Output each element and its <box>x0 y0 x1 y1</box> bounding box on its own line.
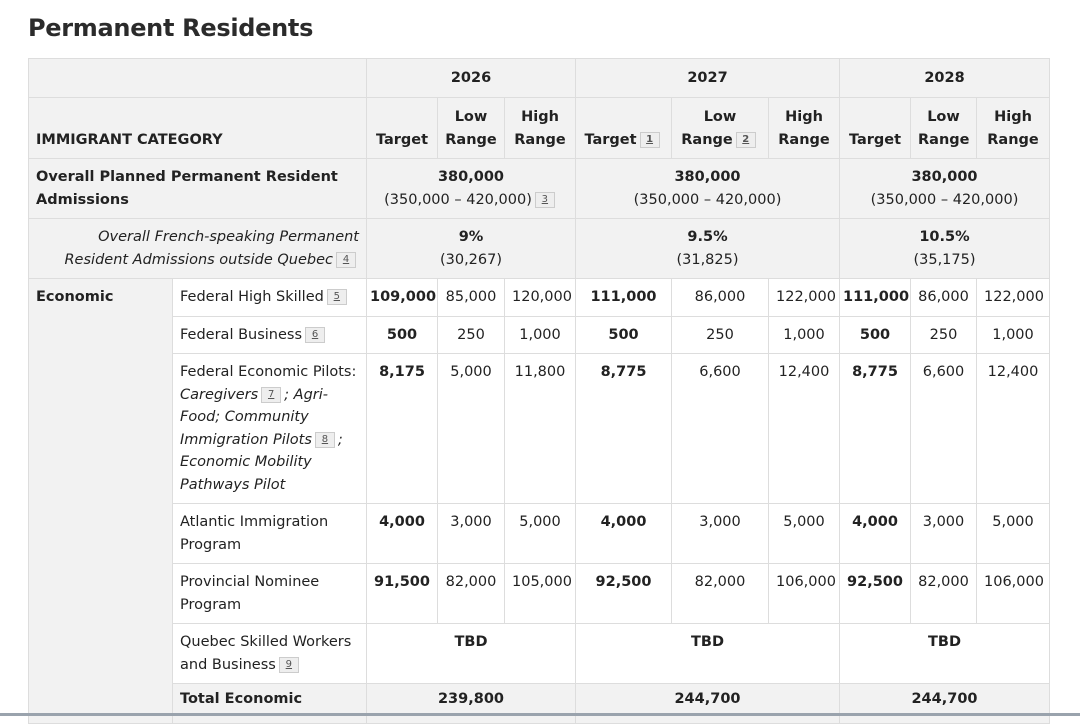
french-pct: 9.5% <box>687 229 728 245</box>
target-value: 8,775 <box>576 354 672 504</box>
french-label-text: Overall French-speaking Permanent Resident Admissions outside Quebec <box>64 229 359 268</box>
program-label <box>173 317 367 354</box>
pilot-names-text: Caregivers <box>180 386 259 403</box>
overall-2026 <box>367 159 576 219</box>
economic-table-row <box>29 279 1050 317</box>
total-economic-label: Total Economic <box>173 684 367 724</box>
french-2027 <box>576 219 840 279</box>
program-label <box>173 504 367 564</box>
high-range-value: 105,000 <box>505 564 576 624</box>
program-label <box>173 279 367 317</box>
program-name: Quebec Skilled Workers and Business <box>180 634 352 673</box>
program-label <box>173 354 367 504</box>
high-range-value: 11,800 <box>505 354 576 504</box>
year-2027-header: 2027 <box>576 59 840 98</box>
overall-range: (350,000 – 420,000) <box>384 191 532 208</box>
high-range-value: 122,000 <box>977 279 1050 317</box>
french-count: (31,825) <box>676 251 739 268</box>
overall-2027 <box>576 159 840 219</box>
overall-admissions-label: Overall Planned Permanent Resident Admissions <box>29 159 367 219</box>
program-name: Atlantic Immigration Program <box>180 514 329 553</box>
page-title: Permanent Residents <box>28 14 314 42</box>
pilot-names-text: ; Agri-Food; Community Immigration Pilots <box>180 386 328 448</box>
low-range-value: 250 <box>911 317 977 354</box>
target-value: 111,000 <box>840 279 911 317</box>
footnote-link[interactable]: 1 <box>640 132 660 148</box>
overall-range: (350,000 – 420,000) <box>870 191 1019 208</box>
total-economic-value: 244,700 <box>576 684 840 724</box>
blank-header <box>29 59 367 98</box>
target-value: 92,500 <box>840 564 911 624</box>
economic-table-row <box>29 564 1050 624</box>
footnote-link[interactable]: 6 <box>305 327 325 343</box>
low-range-value: 82,000 <box>438 564 505 624</box>
target-value: 500 <box>367 317 438 354</box>
economic-table-row <box>29 504 1050 564</box>
french-pct: 10.5% <box>919 229 970 245</box>
target-header: Target <box>840 98 911 159</box>
low-range-value: 82,000 <box>911 564 977 624</box>
high-range-header: High Range <box>505 98 576 159</box>
target-label: Target <box>584 131 637 148</box>
year-header-row <box>29 59 1050 98</box>
high-range-value: 1,000 <box>769 317 840 354</box>
target-header: Target <box>367 98 438 159</box>
year-2026-header: 2026 <box>367 59 576 98</box>
target-value: 4,000 <box>576 504 672 564</box>
high-range-value: 106,000 <box>769 564 840 624</box>
target-value: 4,000 <box>367 504 438 564</box>
tbd-cell: TBD <box>367 624 576 684</box>
target-value: 92,500 <box>576 564 672 624</box>
low-range-value: 85,000 <box>438 279 505 317</box>
low-range-value: 6,600 <box>672 354 769 504</box>
french-count: (35,175) <box>913 251 976 268</box>
high-range-value: 12,400 <box>769 354 840 504</box>
economic-table-row <box>29 317 1050 354</box>
program-name: Federal Economic Pilots: <box>180 364 357 380</box>
economic-section <box>29 279 1050 724</box>
low-range-value: 250 <box>438 317 505 354</box>
french-count: (30,267) <box>439 251 503 268</box>
low-range-value: 82,000 <box>672 564 769 624</box>
target-header <box>576 98 672 159</box>
overall-range: (350,000 – 420,000) <box>633 191 782 208</box>
high-range-value: 122,000 <box>769 279 840 317</box>
footnote-link[interactable]: 7 <box>261 387 281 403</box>
french-pct: 9% <box>458 229 484 245</box>
french-admissions-row <box>29 219 1050 279</box>
footnote-link[interactable]: 5 <box>327 289 347 305</box>
pilot-names-text: ; Economic Mobility Pathways Pilot <box>180 431 343 493</box>
low-range-value: 5,000 <box>438 354 505 504</box>
economic-category-label: Economic <box>29 279 173 724</box>
target-value: 91,500 <box>367 564 438 624</box>
total-economic-value: 239,800 <box>367 684 576 724</box>
high-range-value: 120,000 <box>505 279 576 317</box>
overall-target: 380,000 <box>437 169 505 185</box>
target-value: 500 <box>576 317 672 354</box>
low-range-label: Low Range <box>681 109 737 148</box>
french-2028 <box>840 219 1050 279</box>
overall-2028 <box>840 159 1050 219</box>
target-value: 8,775 <box>840 354 911 504</box>
program-label <box>173 564 367 624</box>
footnote-link[interactable]: 2 <box>736 132 756 148</box>
program-label <box>173 624 367 684</box>
footnote-link[interactable]: 3 <box>535 192 555 208</box>
economic-table-row <box>29 354 1050 504</box>
low-range-value: 6,600 <box>911 354 977 504</box>
overall-target: 380,000 <box>911 169 978 185</box>
low-range-header: Low Range <box>438 98 505 159</box>
footnote-link[interactable]: 9 <box>279 657 299 673</box>
target-value: 500 <box>840 317 911 354</box>
total-economic-value: 244,700 <box>840 684 1050 724</box>
economic-table-row <box>29 624 1050 684</box>
low-range-header: Low Range <box>911 98 977 159</box>
target-value: 109,000 <box>367 279 438 317</box>
tbd-cell: TBD <box>840 624 1050 684</box>
low-range-value: 3,000 <box>672 504 769 564</box>
total-economic-row <box>29 684 1050 724</box>
program-name: Federal Business <box>180 327 303 343</box>
target-value: 111,000 <box>576 279 672 317</box>
low-range-header <box>672 98 769 159</box>
high-range-value: 1,000 <box>977 317 1050 354</box>
high-range-value: 12,400 <box>977 354 1050 504</box>
tbd-cell: TBD <box>576 624 840 684</box>
immigrant-category-header: IMMIGRANT CATEGORY <box>29 98 367 159</box>
low-range-value: 86,000 <box>911 279 977 317</box>
high-range-value: 5,000 <box>769 504 840 564</box>
program-name: Provincial Nominee Program <box>180 574 320 613</box>
high-range-value: 5,000 <box>505 504 576 564</box>
footnote-link[interactable]: 8 <box>315 432 335 448</box>
high-range-value: 1,000 <box>505 317 576 354</box>
overall-target: 380,000 <box>674 169 741 185</box>
low-range-value: 250 <box>672 317 769 354</box>
overall-admissions-row <box>29 159 1050 219</box>
program-name: Federal High Skilled <box>180 289 324 305</box>
french-2026 <box>367 219 576 279</box>
high-range-header: High Range <box>769 98 840 159</box>
target-value: 8,175 <box>367 354 438 504</box>
french-admissions-label <box>29 219 367 279</box>
column-header-row <box>29 98 1050 159</box>
permanent-residents-table <box>28 58 1050 724</box>
footnote-link[interactable]: 4 <box>336 252 356 268</box>
year-2028-header: 2028 <box>840 59 1050 98</box>
high-range-value: 5,000 <box>977 504 1050 564</box>
low-range-value: 3,000 <box>911 504 977 564</box>
target-value: 4,000 <box>840 504 911 564</box>
high-range-value: 106,000 <box>977 564 1050 624</box>
high-range-header: High Range <box>977 98 1050 159</box>
low-range-value: 3,000 <box>438 504 505 564</box>
low-range-value: 86,000 <box>672 279 769 317</box>
